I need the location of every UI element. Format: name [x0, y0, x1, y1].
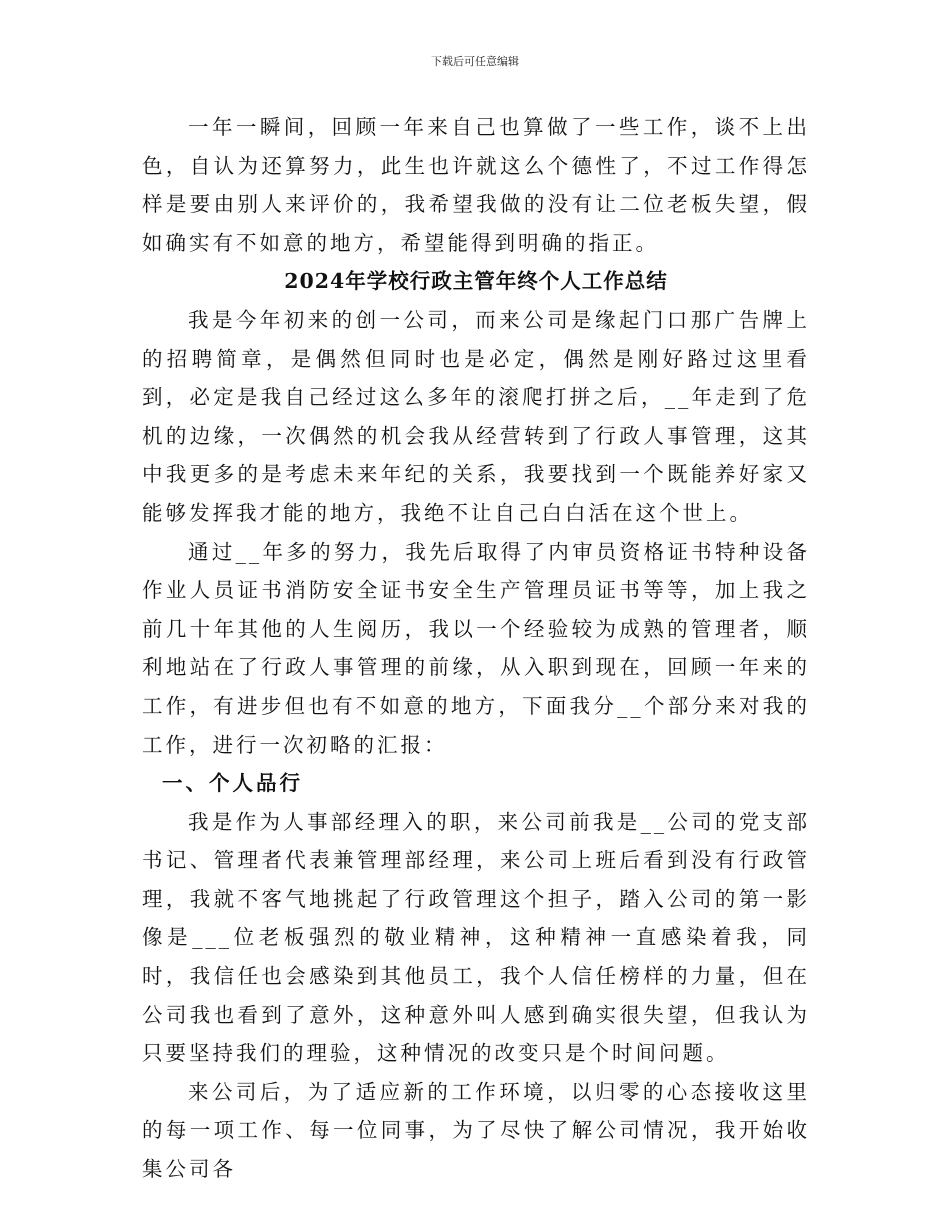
- section-heading-personal-conduct: 一、个人品行: [162, 771, 303, 796]
- intro-paragraph: 一年一瞬间，回顾一年来自己也算做了一些工作，谈不上出色，自认为还算努力，此生也许就这么个德性了，不过工作得怎样是要由别人来评价的，我希望我做的没有让二位老板失望，假如确实有不如意的地方，希望能得到明确的指正。: [142, 115, 810, 255]
- document-body: [142, 108, 810, 1189]
- page-header-note: 下载后可任意编辑: [431, 55, 519, 68]
- paragraph-4: 来公司后，为了适应新的工作环境，以归零的心态接收这里的每一项工作、每一位同事，为了尽快了解公司情况，我开始收集公司各: [142, 1079, 810, 1182]
- paragraph-1: 我是今年初来的创一公司，而来公司是缘起门口那广告牌上的招聘简章，是偶然但同时也是必定，偶然是刚好路过这里看到，必定是我自己经过这么多年的滚爬打拼之后，__年走到了危机的边缘，一次偶然的机会我从经营转到了行政人事管理，这其中我更多的是考虑未来年纪的关系，我要找到一个既能养好家又能够发挥我才能的地方，我绝不让自己白白活在这个世上。: [142, 307, 810, 525]
- paragraph-3: 我是作为人事部经理入的职，来公司前我是__公司的党支部书记、管理者代表兼管理部经理，来公司上班后看到没有行政管理，我就不客气地挑起了行政管理这个担子，踏入公司的第一影像是___位老板强烈的敬业精神，这种精神一直感染着我，同时，我信任也会感染到其他员工，我个人信任榜样的力量，但在公司我也看到了意外，这种意外叫人感到确实很失望，但我认为只要坚持我们的理验，这种情况的改变只是个时间问题。: [142, 809, 810, 1066]
- document-title: 2024年学校行政主管年终个人工作总结: [284, 269, 668, 294]
- paragraph-2: 通过__年多的努力，我先后取得了内审员资格证书特种设备作业人员证书消防安全证书安全生产管理员证书等等，加上我之前几十年其他的人生阅历，我以一个经验较为成熟的管理者，顺利地站在了行政人事管理的前缘，从入职到现在，回顾一年来的工作，有进步但也有不如意的地方，下面我分__个部分来对我的工作，进行一次初略的汇报：: [142, 539, 810, 757]
